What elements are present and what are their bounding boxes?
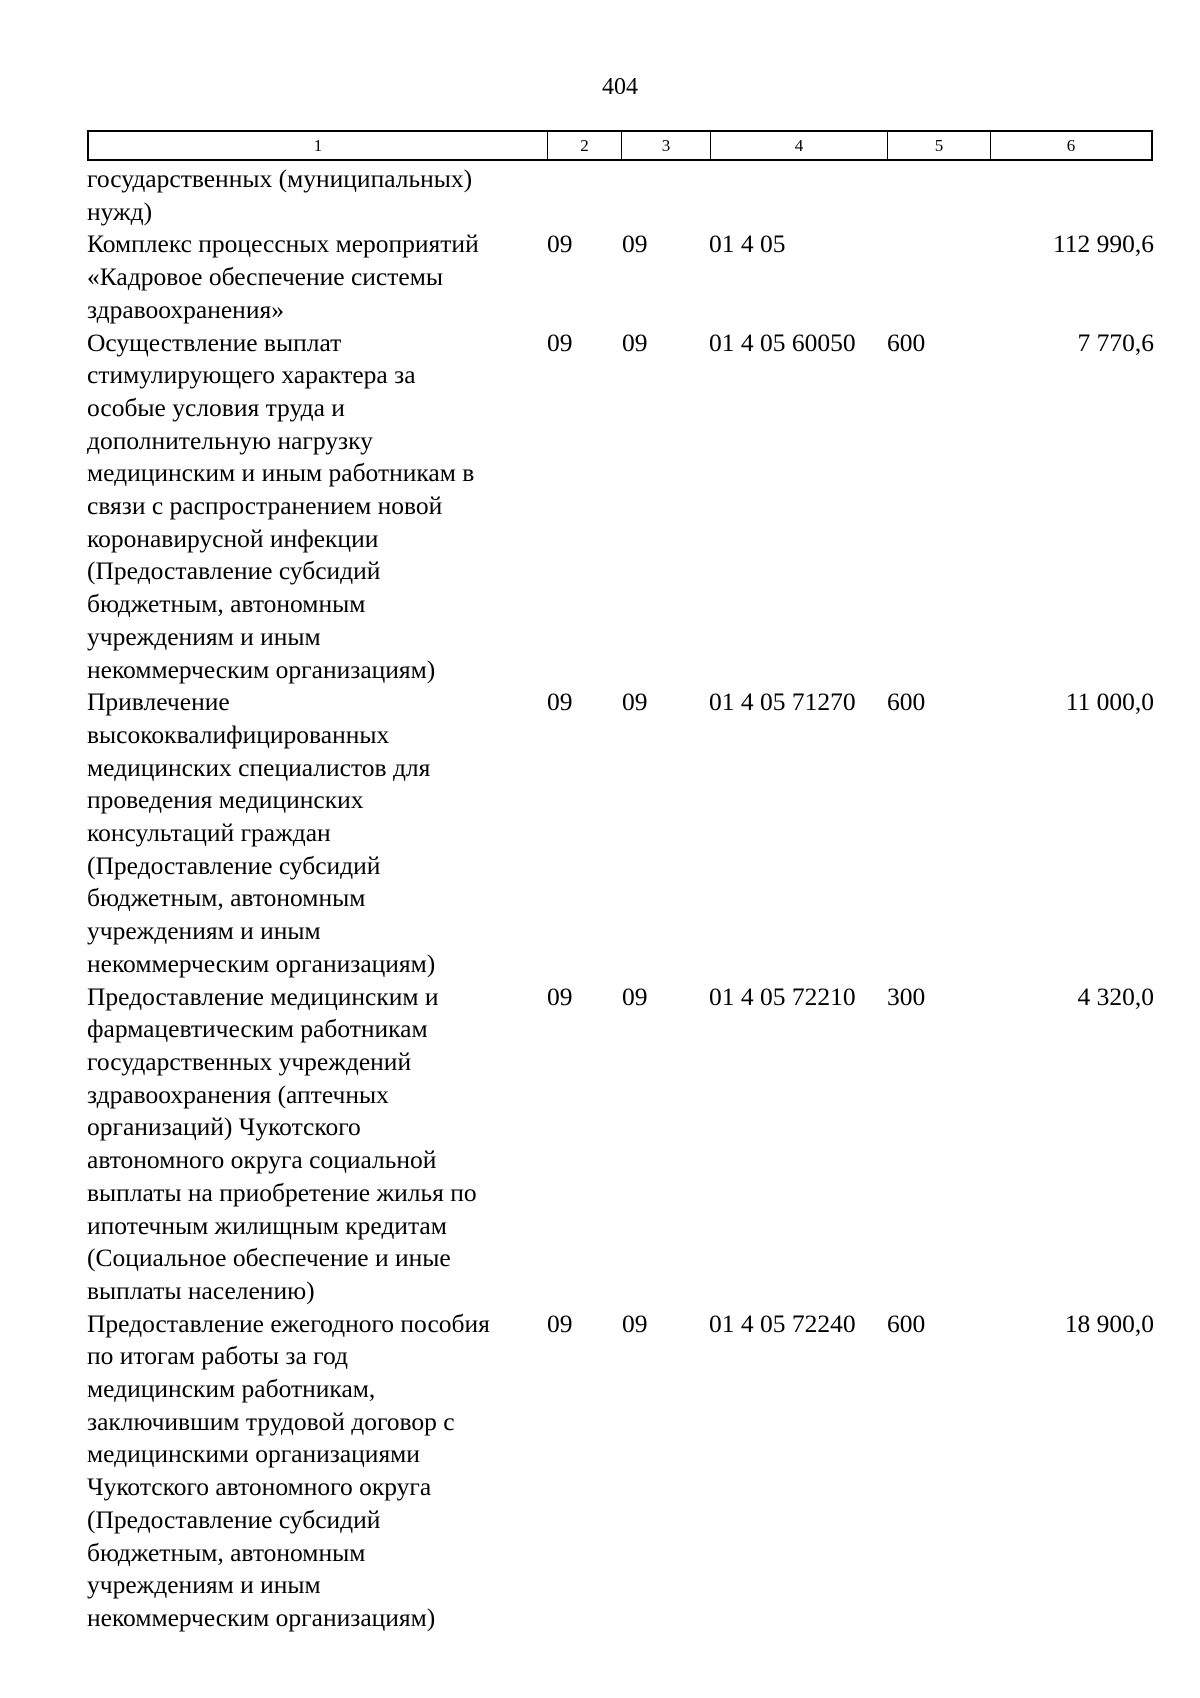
row-expense-type-code: 300 [887,981,926,1011]
row-amount: 112 990,6 [1052,229,1154,259]
column-header-5: 5 [888,132,991,159]
row-section-code: 09 [547,1308,573,1338]
row-amount: 4 320,0 [1077,981,1154,1011]
table-row [0,1308,1200,1635]
row-subsection-code: 09 [622,1308,648,1338]
row-target-code: 01 4 05 60050 [709,327,856,357]
row-description: Предоставление медицинским и фармацевтическим работникам государственных учреждений здравоохранения (аптечных организаций) Чукотского автономного округа социальной выплаты на приобретение жилья по ипотечным жилищным кредитам (Социальное обеспечение и иные выплаты населению) [87,981,477,1305]
table-row [0,327,1200,687]
row-description: Привлечение высококвалифицированных медицинских специалистов для проведения медицинских консультаций граждан (Предоставление субсидий бюджетным, автономным учреждениям и иным некоммерческим организациям) [87,687,436,978]
table-body [0,163,1200,1635]
table-row [0,686,1200,980]
page-number: 404 [602,74,638,100]
column-header-6: 6 [1066,136,1076,155]
table-row [0,981,1200,1308]
column-header-2: 2 [548,132,622,159]
row-amount: 7 770,6 [1077,327,1154,357]
table-header [87,130,1153,161]
column-header-4: 4 [711,132,888,159]
row-expense-type-code: 600 [887,687,926,717]
table-row [0,163,1200,228]
row-target-code: 01 4 05 72240 [709,1308,856,1338]
table-row [0,228,1200,326]
row-expense-type-code: 600 [887,327,926,357]
row-target-code: 01 4 05 71270 [709,687,856,717]
row-description: Предоставление ежегодного пособия по итогам работы за год медицинским работникам, заключившим трудовой договор с медицинскими организациями Чукотского автономного округа (Предоставление субсидий бюджетным, автономным учреждениям и иным некоммерческим организациям) [87,1308,490,1632]
row-subsection-code: 09 [622,327,648,357]
row-amount: 18 900,0 [1064,1308,1154,1338]
column-header-1: 1 [89,132,548,159]
row-subsection-code: 09 [622,687,648,717]
row-description: государственных (муниципальных) нужд) [87,164,473,226]
row-target-code: 01 4 05 [709,229,786,259]
row-section-code: 09 [547,981,573,1011]
row-target-code: 01 4 05 72210 [709,981,856,1011]
row-section-code: 09 [547,687,573,717]
row-section-code: 09 [547,327,573,357]
row-subsection-code: 09 [622,229,648,259]
row-amount: 11 000,0 [1065,687,1154,717]
row-description: Осуществление выплат стимулирующего характера за особые условия труда и дополнительную нагрузку медицинским и иным работникам в связи с распространением новой коронавирусной инфекции (Предоставление субсидий бюджетным, автономным учреждениям и иным некоммерческим организациям) [87,327,475,684]
column-header-3: 3 [622,132,711,159]
row-section-code: 09 [547,229,573,259]
row-description: Комплекс процессных мероприятий «Кадровое обеспечение системы здравоохранения» [87,229,479,324]
row-subsection-code: 09 [622,981,648,1011]
row-expense-type-code: 600 [887,1308,926,1338]
